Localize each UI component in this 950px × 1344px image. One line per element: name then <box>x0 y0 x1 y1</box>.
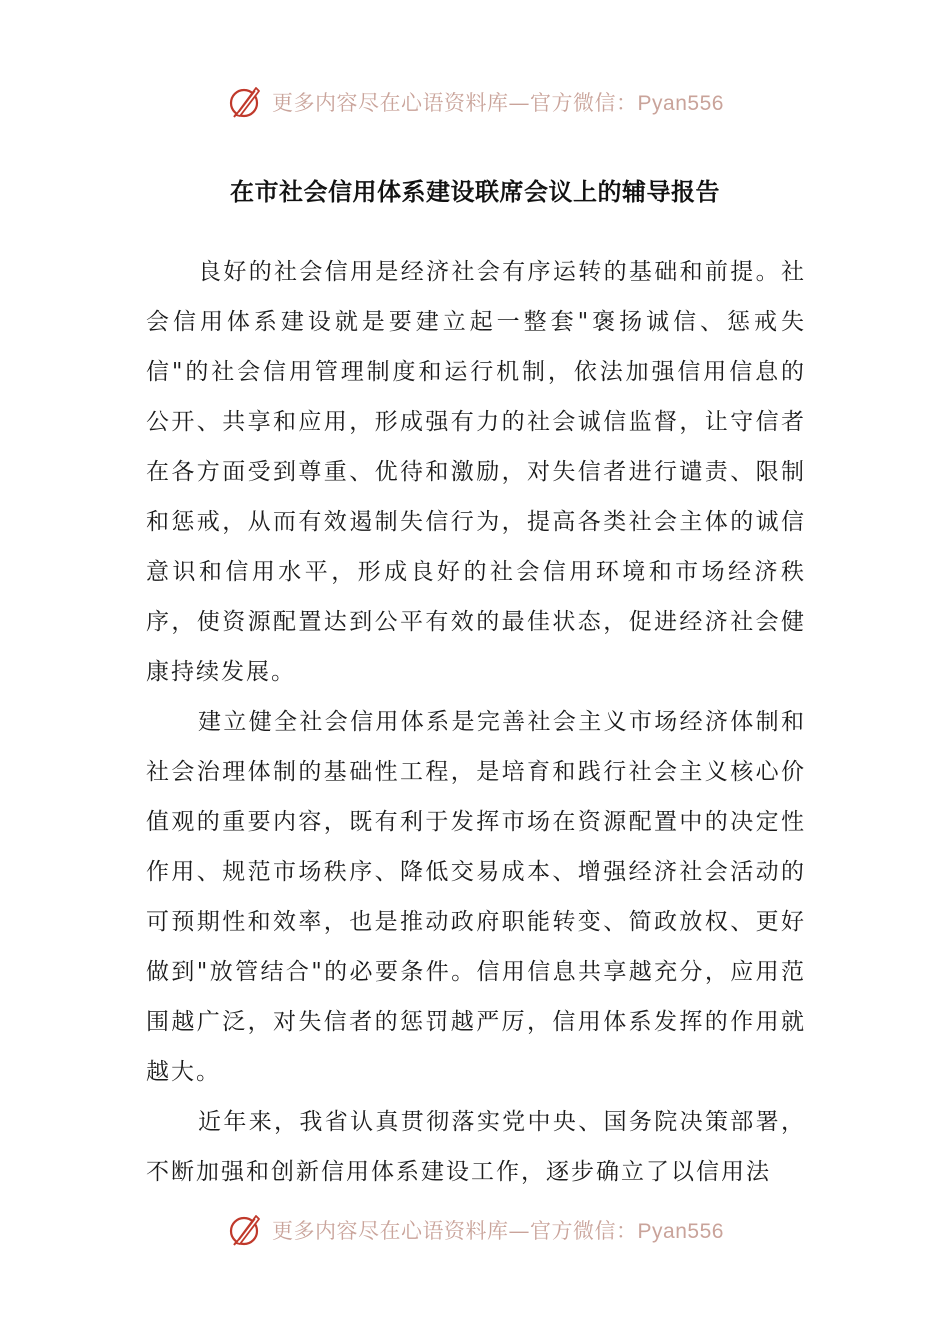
quill-pen-logo-icon <box>226 82 266 122</box>
paragraph-2: 建立健全社会信用体系是完善社会主义市场经济体制和社会治理体制的基础性工程，是培育和践行社会主义核心价值观的重要内容，既有利于发挥市场在资源配置中的决定性作用、规范市场秩序、降低交易成本、增强经济社会活动的可预期性和效率，也是推动政府职能转变、简政放权、更好做到"放管结合"的必要条件。信用信息共享越充分，应用范围越广泛，对失信者的惩罚越严厉，信用体系发挥的作用就越大。 <box>146 709 806 1085</box>
document-title: 在市社会信用体系建设联席会议上的辅导报告 <box>230 178 720 206</box>
paragraph-3: 近年来，我省认真贯彻落实党中央、国务院决策部署，不断加强和创新信用体系建设工作，逐步确立了以信用法 <box>146 1109 806 1185</box>
header-banner-text: 更多内容尽在心语资料库—官方微信：Pyan556 <box>272 91 724 115</box>
quill-pen-logo-icon <box>226 1210 266 1250</box>
document-body <box>146 247 806 1197</box>
footer-watermark-banner <box>0 1208 950 1252</box>
header-watermark-banner <box>0 80 950 124</box>
paragraph-1: 良好的社会信用是经济社会有序运转的基础和前提。社会信用体系建设就是要建立起一整套"褒扬诚信、惩戒失信"的社会信用管理制度和运行机制，依法加强信用信息的公开、共享和应用，形成强有力的社会诚信监督，让守信者在各方面受到尊重、优待和激励，对失信者进行谴责、限制和惩戒，从而有效遏制失信行为，提高各类社会主体的诚信意识和信用水平，形成良好的社会信用环境和市场经济秩序，使资源配置达到公平有效的最佳状态，促进经济社会健康持续发展。 <box>146 259 806 685</box>
footer-banner-text: 更多内容尽在心语资料库—官方微信：Pyan556 <box>272 1219 724 1243</box>
